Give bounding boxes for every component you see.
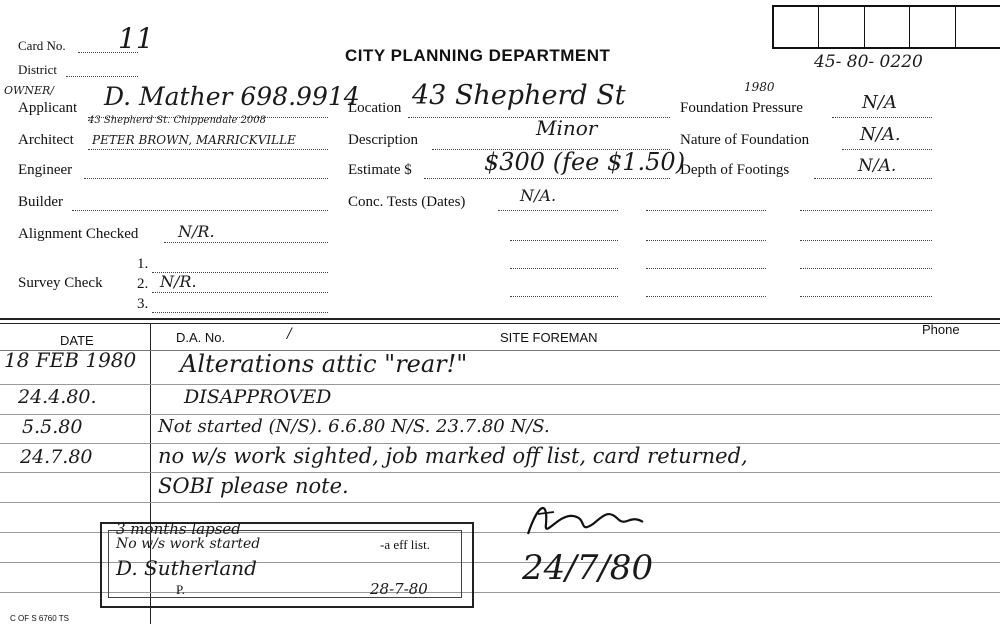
alignment-line — [164, 242, 328, 243]
da-no-mark: / — [287, 326, 292, 342]
row-2-date: 24.4.80. — [18, 386, 97, 408]
row-2-entry: DISAPPROVED — [184, 386, 332, 408]
row-4-date: 24.7.80 — [20, 446, 93, 468]
applicant-label: Applicant — [18, 100, 78, 116]
location-value: 43 Shepherd St — [412, 80, 626, 111]
nature-foundation-label: Nature of Foundation — [680, 132, 810, 148]
alignment-label: Alignment Checked — [18, 226, 139, 242]
description-value: Minor — [536, 116, 598, 140]
builder-label: Builder — [18, 194, 63, 210]
survey-line-3 — [152, 312, 328, 313]
survey-1: 1. — [137, 256, 149, 272]
foundation-pressure-value: N/A — [862, 92, 897, 113]
survey-3: 3. — [137, 296, 149, 312]
table-rule-3 — [0, 414, 1000, 415]
district-label: District — [18, 62, 57, 77]
right-blank-line-5 — [646, 268, 766, 269]
right-blank-line-8 — [800, 296, 932, 297]
phone-header: Phone — [922, 322, 960, 337]
survey-line-2 — [152, 292, 328, 293]
conc-tests-line-2 — [510, 240, 618, 241]
estimate-label: Estimate $ — [348, 162, 412, 178]
architect-value: PETER BROWN, MARRICKVILLE — [92, 133, 296, 147]
description-label: Description — [348, 132, 418, 148]
survey-2-value: N/R. — [160, 272, 197, 291]
estimate-line — [424, 178, 670, 179]
reference-boxes — [772, 5, 1000, 49]
table-rule-2 — [0, 384, 1000, 385]
stamp-printed-1: -a eff list. — [380, 537, 430, 552]
alignment-value: N/R. — [178, 222, 215, 241]
depth-footings-label: Depth of Footings — [680, 162, 790, 178]
section-divider — [0, 318, 1000, 320]
depth-footings-value: N/A. — [858, 156, 897, 176]
architect-line — [88, 149, 328, 150]
foundation-pressure-label: Foundation Pressure — [680, 100, 803, 116]
row-1-date-stamp: 18 FEB 1980 — [4, 348, 137, 372]
applicant-address: 43 Shepherd St. Chippendale 2008 — [88, 115, 267, 126]
date-header: DATE — [60, 333, 94, 348]
signature-date: 24/7/80 — [522, 548, 654, 588]
row-3-date: 5.5.80 — [22, 416, 83, 438]
card-no-value: 11 — [118, 22, 154, 55]
nature-foundation-line — [842, 149, 932, 150]
nature-foundation-value: N/A. — [860, 124, 901, 145]
survey-2: 2. — [137, 276, 149, 292]
applicant-value: D. Mather 698.9914 — [104, 82, 360, 111]
right-blank-line-6 — [800, 268, 932, 269]
year-note: 1980 — [744, 80, 775, 94]
builder-line — [72, 210, 328, 211]
page-title: CITY PLANNING DEPARTMENT — [345, 46, 611, 65]
conc-tests-line-1 — [498, 210, 618, 211]
card-no-label: Card No. — [18, 38, 66, 53]
right-blank-line-7 — [646, 296, 766, 297]
stamp-date: 28-7-80 — [370, 580, 428, 598]
location-label: Location — [348, 100, 402, 116]
stamp-line-1: 3 months lapsed — [116, 520, 241, 538]
row-3-entry: Not started (N/S). 6.6.80 N/S. 23.7.80 N/S. — [158, 416, 550, 437]
da-no-header: D.A. No. — [176, 330, 226, 345]
right-blank-line-3 — [646, 240, 766, 241]
conc-tests-value: N/A. — [520, 186, 557, 205]
depth-footings-line — [814, 178, 932, 179]
right-blank-line-4 — [800, 240, 932, 241]
engineer-label: Engineer — [18, 162, 73, 178]
stamp-line-2: No w/s work started — [116, 536, 261, 552]
table-rule-5 — [0, 472, 1000, 473]
conc-tests-label: Conc. Tests (Dates) — [348, 194, 466, 210]
form-code: C OF S 6760 TS — [10, 614, 69, 623]
survey-label: Survey Check — [18, 275, 103, 291]
reference-number: 45- 80- 0220 — [814, 52, 923, 72]
foundation-pressure-line — [832, 117, 932, 118]
right-blank-line-2 — [800, 210, 932, 211]
estimate-value: $300 (fee $1.50) — [484, 148, 686, 176]
stamp-printed-2: P. — [176, 582, 186, 597]
engineer-line — [84, 178, 328, 179]
site-foreman-header: SITE FOREMAN — [500, 330, 598, 345]
stamp-line-3: D. Sutherland — [116, 556, 257, 580]
table-rule-1 — [0, 350, 1000, 351]
owner-note: OWNER/ — [4, 84, 54, 97]
row-1-entry: Alterations attic "rear!" — [180, 350, 468, 378]
row-5-entry: SOBI please note. — [158, 474, 349, 498]
conc-tests-line-4 — [510, 296, 618, 297]
conc-tests-line-3 — [510, 268, 618, 269]
row-4-entry: no w/s work sighted, job marked off list, card returned, — [158, 444, 748, 468]
table-rule-6 — [0, 502, 1000, 503]
right-blank-line-1 — [646, 210, 766, 211]
architect-label: Architect — [18, 132, 74, 148]
foreman-signature — [518, 494, 658, 544]
district-line — [66, 76, 138, 77]
